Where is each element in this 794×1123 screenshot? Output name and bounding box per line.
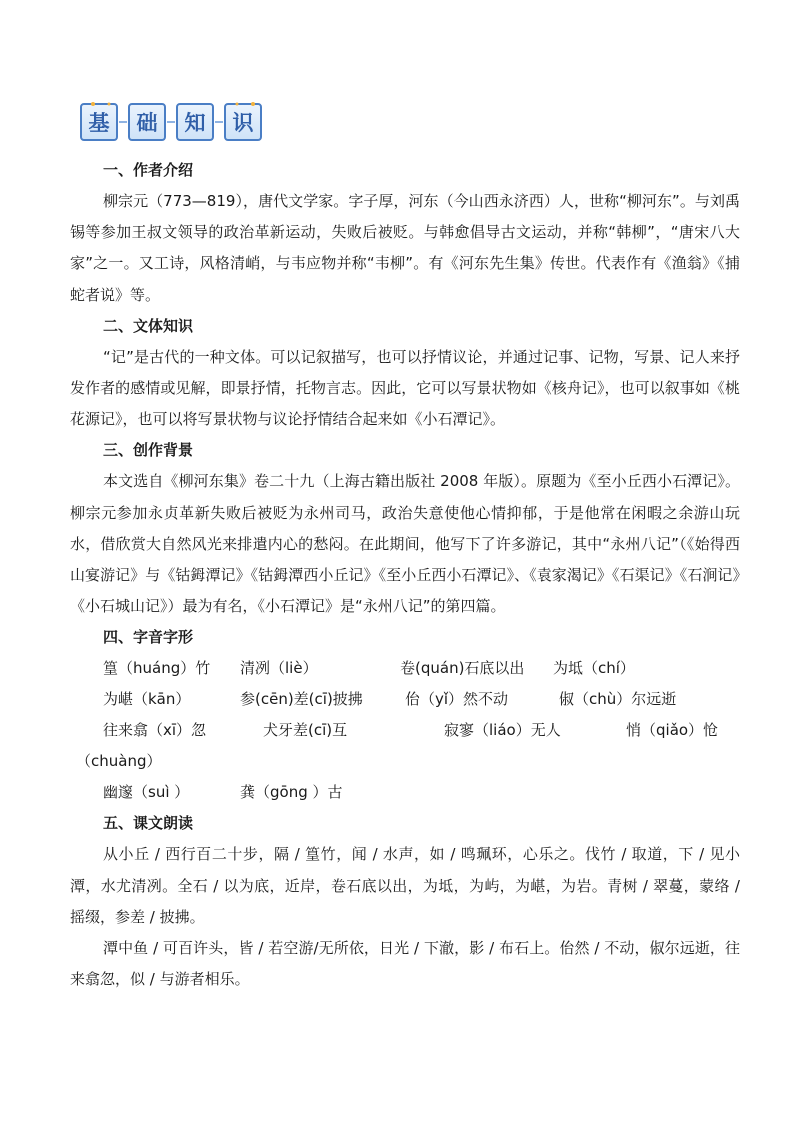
document-body	[70, 155, 740, 995]
reading-paragraph: 潭中鱼 / 可百许头，皆 / 若空游/无所依，日光 / 下澈，影 / 布石上。佁然 / 不动，俶尔远逝，往来翕忽，似 / 与游者相乐。	[70, 939, 740, 989]
pronunciation-item: （chuàng）	[76, 752, 162, 771]
reading-paragraph: 从小丘 / 西行百二十步，隔 / 篁竹，闻 / 水声，如 / 鸣珮环，心乐之。伐竹 / 取道，下 / 见小潭，水尤清冽。全石 / 以为底，近岸，卷石底以出，为坻，为屿，为嵁，为岩。青树 / 翠蔓，蒙络 / 摇缀，参差 / 披拂。	[70, 845, 740, 926]
pronunciation-item: 清冽（liè）	[240, 659, 318, 678]
title-char: 基	[88, 111, 110, 135]
title-tile	[128, 103, 166, 141]
background-paragraph: 本文选自《柳河东集》卷二十九（上海古籍出版社 2008 年版）。原题为《至小丘西小石潭记》。柳宗元参加永贞革新失败后被贬为永州司马，政治失意使他心情抑郁，于是他常在闲暇之余游山玩水，借欣赏大自然风光来排遣内心的愁闷。在此期间，他写下了许多游记，其中“永州八记”（《始得西山宴游记》与《钴鉧潭记》《钴鉧潭西小丘记》《至小丘西小石潭记》、《袁家渴记》《石渠记》《石涧记》《小石城山记》）最为有名，《小石潭记》是“永州八记”的第四篇。	[70, 472, 740, 616]
divider	[167, 121, 175, 123]
section-heading: 三、创作背景	[103, 441, 194, 460]
section-heading: 五、课文朗读	[103, 814, 194, 833]
pronunciation-item: 俶（chù）尔远逝	[559, 690, 677, 709]
author-paragraph: 柳宗元（773—819），唐代文学家。字子厚，河东（今山西永济西）人，世称“柳河东”。与刘禹锡等参加王叔文领导的政治革新运动，失败后被贬。与韩愈倡导古文运动，并称“韩柳”，“唐宋八大家”之一。又工诗，风格清峭，与韦应物并称“韦柳”。有《河东先生集》传世。代表作有《渔翁》《捕蛇者说》等。	[70, 192, 740, 304]
pronunciation-item: 龚（gōng ）古	[240, 783, 343, 802]
section-heading: 二、文体知识	[103, 316, 194, 335]
genre-paragraph: “记”是古代的一种文体。可以记叙描写，也可以抒情议论，并通过记事、记物，写景、记人来抒发作者的感情或见解，即景抒情，托物言志。因此，它可以写景状物如《核舟记》，也可以叙事如《桃花源记》，也可以将写景状物与议论抒情结合起来如《小石潭记》。	[70, 347, 740, 429]
pronunciation-row	[70, 777, 740, 808]
pronunciation-item: 参(cēn)差(cī)披拂	[240, 690, 363, 709]
pronunciation-item: 佁（yǐ）然不动	[405, 690, 509, 709]
title-char: 识	[232, 111, 254, 135]
pronunciation-row	[70, 653, 740, 684]
pronunciation-row	[70, 715, 740, 746]
section-heading: 四、字音字形	[103, 628, 194, 647]
title-tile	[80, 103, 118, 141]
pronunciation-item: 为坻（chí）	[553, 659, 635, 678]
section-heading: 一、作者介绍	[103, 161, 194, 179]
section-title-banner	[80, 101, 262, 143]
divider	[215, 121, 223, 123]
sparkle-icon	[234, 101, 256, 107]
pronunciation-item: 为嵁（kān）	[103, 690, 191, 709]
sparkle-icon	[90, 101, 112, 107]
pronunciation-item: 悄（qiǎo）怆	[626, 721, 719, 740]
divider	[119, 121, 127, 123]
pronunciation-item: 犬牙差(cī)互	[263, 721, 348, 740]
pronunciation-item: 往来翕（xī）忽	[103, 721, 207, 740]
title-char: 知	[184, 111, 206, 135]
pronunciation-row	[70, 746, 740, 777]
pronunciation-item: 寂寥（liáo）无人	[444, 721, 561, 740]
pronunciation-item: 幽邃（suì ）	[103, 783, 190, 802]
title-char: 础	[136, 111, 158, 135]
title-tile	[224, 103, 262, 141]
pronunciation-row	[70, 684, 740, 715]
pronunciation-item: 卷(quán)石底以出	[400, 659, 525, 678]
pronunciation-item: 篁（huáng）竹	[103, 659, 211, 678]
title-tile	[176, 103, 214, 141]
